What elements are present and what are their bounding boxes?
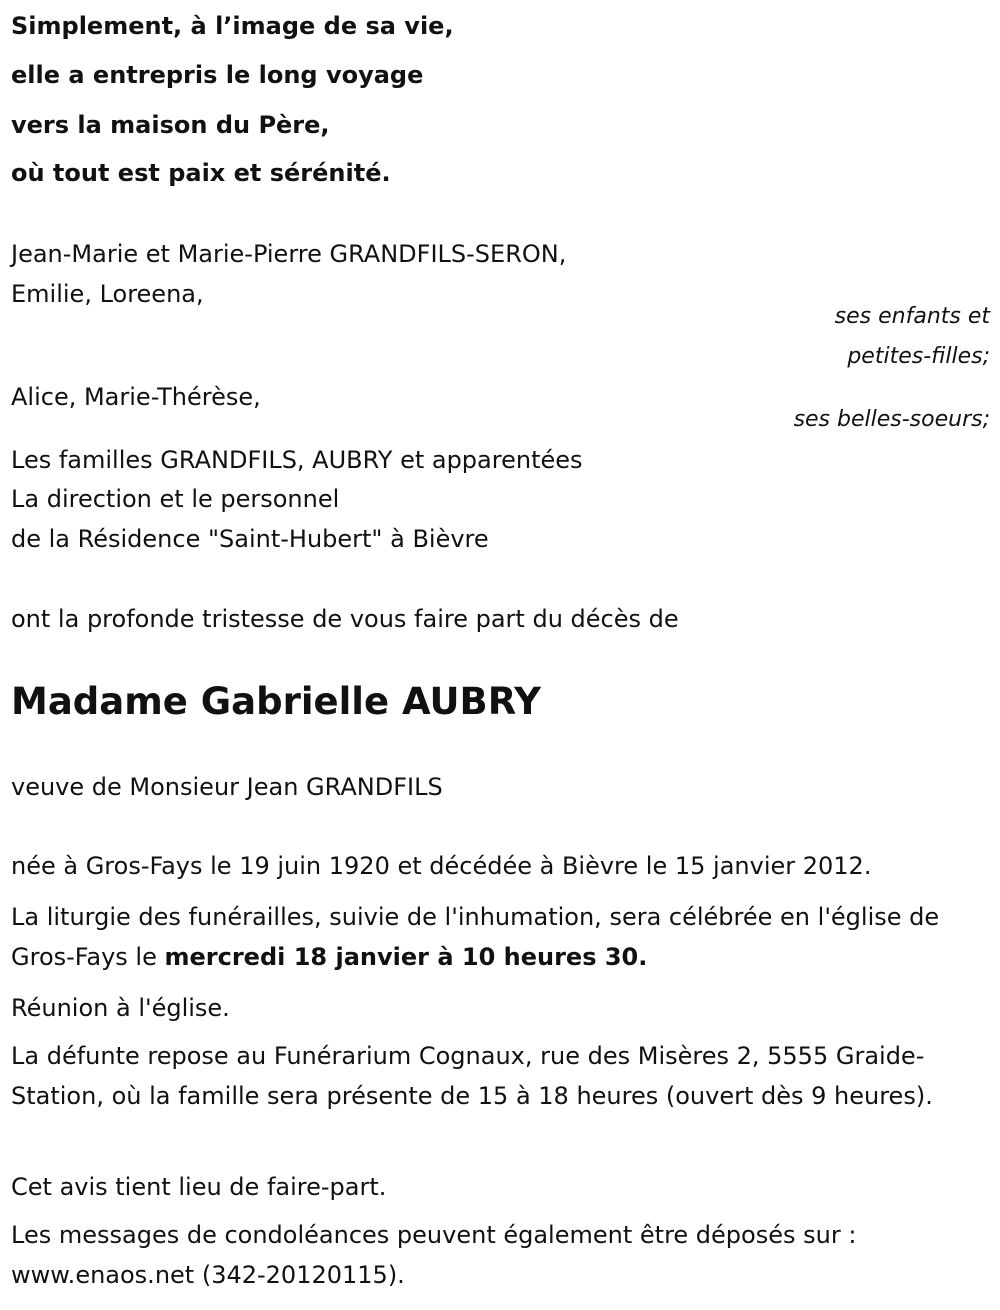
liturgy-text: La liturgie des funérailles, suivie de l'inhumation, sera célébrée en l'église de Gros-Fays le: [11, 903, 940, 971]
family-line-grandchildren: Emilie, Loreena,: [11, 280, 204, 308]
family-line-families: Les familles GRANDFILS, AUBRY et apparentées: [11, 446, 583, 474]
announcement-text: ont la profonde tristesse de vous faire part du décès de: [11, 605, 679, 633]
relation-sisters-in-law-label: ses belles-soeurs;: [793, 407, 990, 432]
family-line-sisters-in-law: Alice, Marie-Thérèse,: [11, 383, 261, 411]
relation-grandchildren-label: petites-filles;: [847, 344, 990, 369]
family-line-residence: de la Résidence "Saint-Hubert" à Bièvre: [11, 525, 489, 553]
poem-line-2: elle a entrepris le long voyage: [11, 61, 424, 89]
family-line-children: Jean-Marie et Marie-Pierre GRANDFILS-SERON,: [11, 240, 567, 268]
widow-of-text: veuve de Monsieur Jean GRANDFILS: [11, 773, 443, 801]
liturgy-paragraph: [11, 897, 991, 977]
deceased-name: Madame Gabrielle AUBRY: [11, 680, 541, 723]
poem-line-4: où tout est paix et sérénité.: [11, 159, 391, 187]
notice-text: Cet avis tient lieu de faire-part.: [11, 1173, 387, 1201]
relation-children-label: ses enfants et: [834, 304, 990, 329]
poem-line-1: Simplement, à l’image de sa vie,: [11, 12, 454, 40]
family-line-direction: La direction et le personnel: [11, 485, 340, 513]
repose-paragraph: La défunte repose au Funérarium Cognaux, rue des Misères 2, 5555 Graide-Station, où la famille sera présente de 15 à 18 heures (ouvert dès 9 heures).: [11, 1042, 933, 1110]
birth-death-text: née à Gros-Fays le 19 juin 1920 et décédée à Bièvre le 15 janvier 2012.: [11, 852, 872, 880]
poem-line-3: vers la maison du Père,: [11, 111, 330, 139]
liturgy-datetime: mercredi 18 janvier à 10 heures 30.: [164, 943, 648, 971]
meeting-text: Réunion à l'église.: [11, 994, 230, 1022]
condolences-paragraph: Les messages de condoléances peuvent également être déposés sur : www.enaos.net (342-20120115).: [11, 1221, 857, 1289]
